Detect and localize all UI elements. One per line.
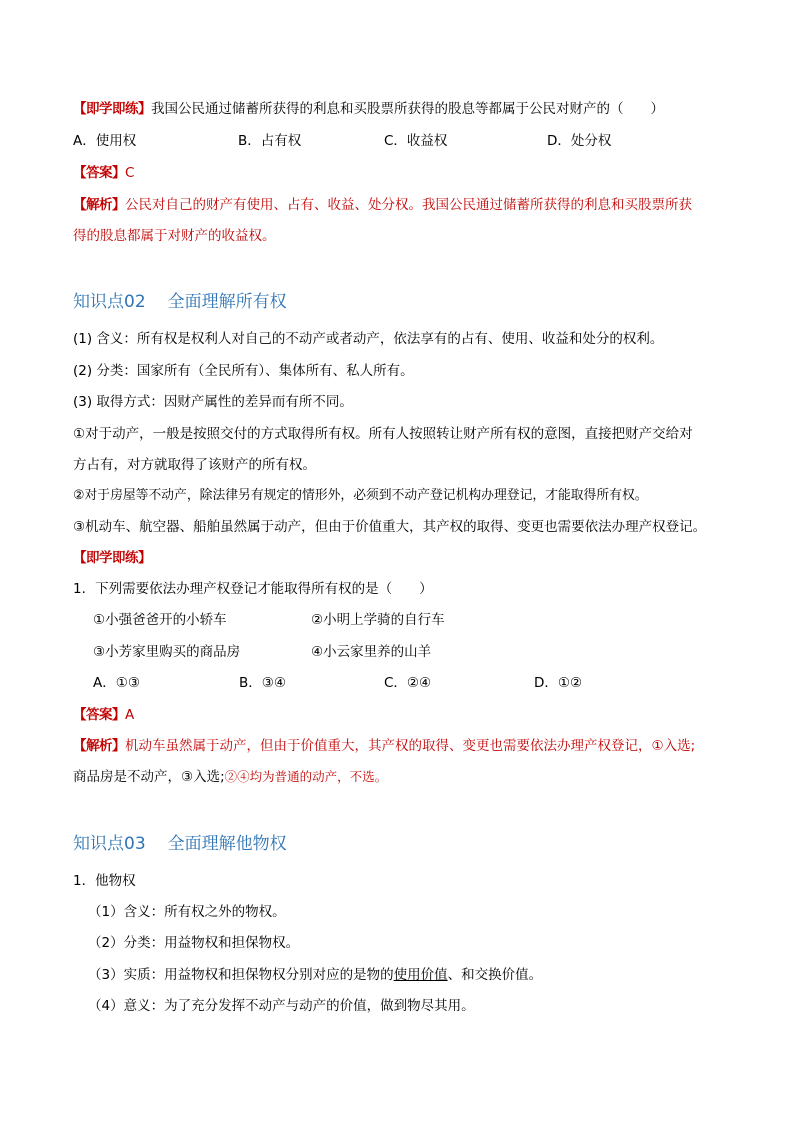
answer <box>73 706 134 724</box>
answer-tag: 【答案】 <box>73 165 125 181</box>
option-a: A．使用权 <box>73 133 137 149</box>
choice-item: ③小芳家里购买的商品房 <box>93 644 241 660</box>
paragraph: （3）实质：用益物权和担保物权分别对应的是物的使用价值、和交换价值。 <box>88 967 543 983</box>
paragraph: ②对于房屋等不动产，除法律另有规定的情形外，必须到不动产登记机构办理登记，才能取得所有权。 <box>73 488 648 503</box>
choice-item: ④小云家里养的山羊 <box>311 644 432 660</box>
option-a: A．①③ <box>93 675 140 691</box>
paragraph: （4）意义：为了充分发挥不动产与动产的价值，做到物尽其用。 <box>88 998 475 1014</box>
answer-tag: 【答案】 <box>73 707 125 723</box>
paragraph: （2）分类：用益物权和担保物权。 <box>88 935 300 951</box>
section-heading <box>73 291 287 313</box>
underlined-term: 使用价值 <box>393 967 448 983</box>
option-c: C．收益权 <box>384 133 448 149</box>
option-c: C．②④ <box>384 675 432 691</box>
option-b: B．③④ <box>239 675 286 691</box>
answer-value: A <box>125 707 135 723</box>
section-title: 全面理解所有权 <box>167 292 287 312</box>
answer <box>73 164 134 182</box>
practice-tag: 【即学即练】 <box>73 101 151 117</box>
paragraph: (2) 分类：国家所有（全民所有）、集体所有、私人所有。 <box>73 363 414 379</box>
choice-item: ①小强爸爸开的小轿车 <box>93 612 227 628</box>
analysis-continued: 得的股息都属于对财产的收益权。 <box>73 228 276 244</box>
analysis-text: 机动车虽然属于动产，但由于价值重大，其产权的取得、变更也需要依法办理产权登记，①入选; <box>125 738 696 754</box>
practice-tag: 【即学即练】 <box>73 550 151 566</box>
practice-question-1 <box>73 100 664 118</box>
section-number: 知识点02 <box>73 292 146 312</box>
paragraph: ①对于动产，一般是按照交付的方式取得所有权。所有人按照转让财产所有权的意图，直接把财产交给对 <box>73 426 693 442</box>
paragraph: 方占有，对方就取得了该财产的所有权。 <box>73 457 316 473</box>
analysis <box>73 196 692 214</box>
paragraph: ③机动车、航空器、船舶虽然属于动产，但由于价值重大，其产权的取得、变更也需要依法办理产权登记。 <box>73 519 707 535</box>
section-heading <box>73 833 287 855</box>
answer-value: C <box>125 165 135 181</box>
subheading: 1．他物权 <box>73 873 136 889</box>
analysis-tag: 【解析】 <box>73 738 125 754</box>
choice-item: ②小明上学骑的自行车 <box>311 612 445 628</box>
analysis-tag: 【解析】 <box>73 197 125 213</box>
section-number: 知识点03 <box>73 834 146 854</box>
paragraph: (1) 含义：所有权是权利人对自己的不动产或者动产，依法享有的占有、使用、收益和处分的权利。 <box>73 331 664 347</box>
question-stem: 1．下列需要依法办理产权登记才能取得所有权的是（ ） <box>73 581 433 597</box>
section-title: 全面理解他物权 <box>167 834 287 854</box>
analysis <box>73 737 695 755</box>
option-b: B．占有权 <box>238 133 302 149</box>
option-d: D．①② <box>534 675 583 691</box>
analysis-text: 公民对自己的财产有使用、占有、收益、处分权。我国公民通过储蓄所获得的利息和买股票所获 <box>125 197 692 213</box>
paragraph: （1）含义：所有权之外的物权。 <box>88 904 286 920</box>
option-d: D．处分权 <box>547 133 612 149</box>
analysis-continued: 商品房是不动产，③入选;②④均为普通的动产，不选。 <box>73 769 388 785</box>
question-stem: 我国公民通过储蓄所获得的利息和买股票所获得的股息等都属于公民对财产的（ ） <box>151 101 664 117</box>
paragraph: (3) 取得方式：因财产属性的差异而有所不同。 <box>73 394 353 410</box>
